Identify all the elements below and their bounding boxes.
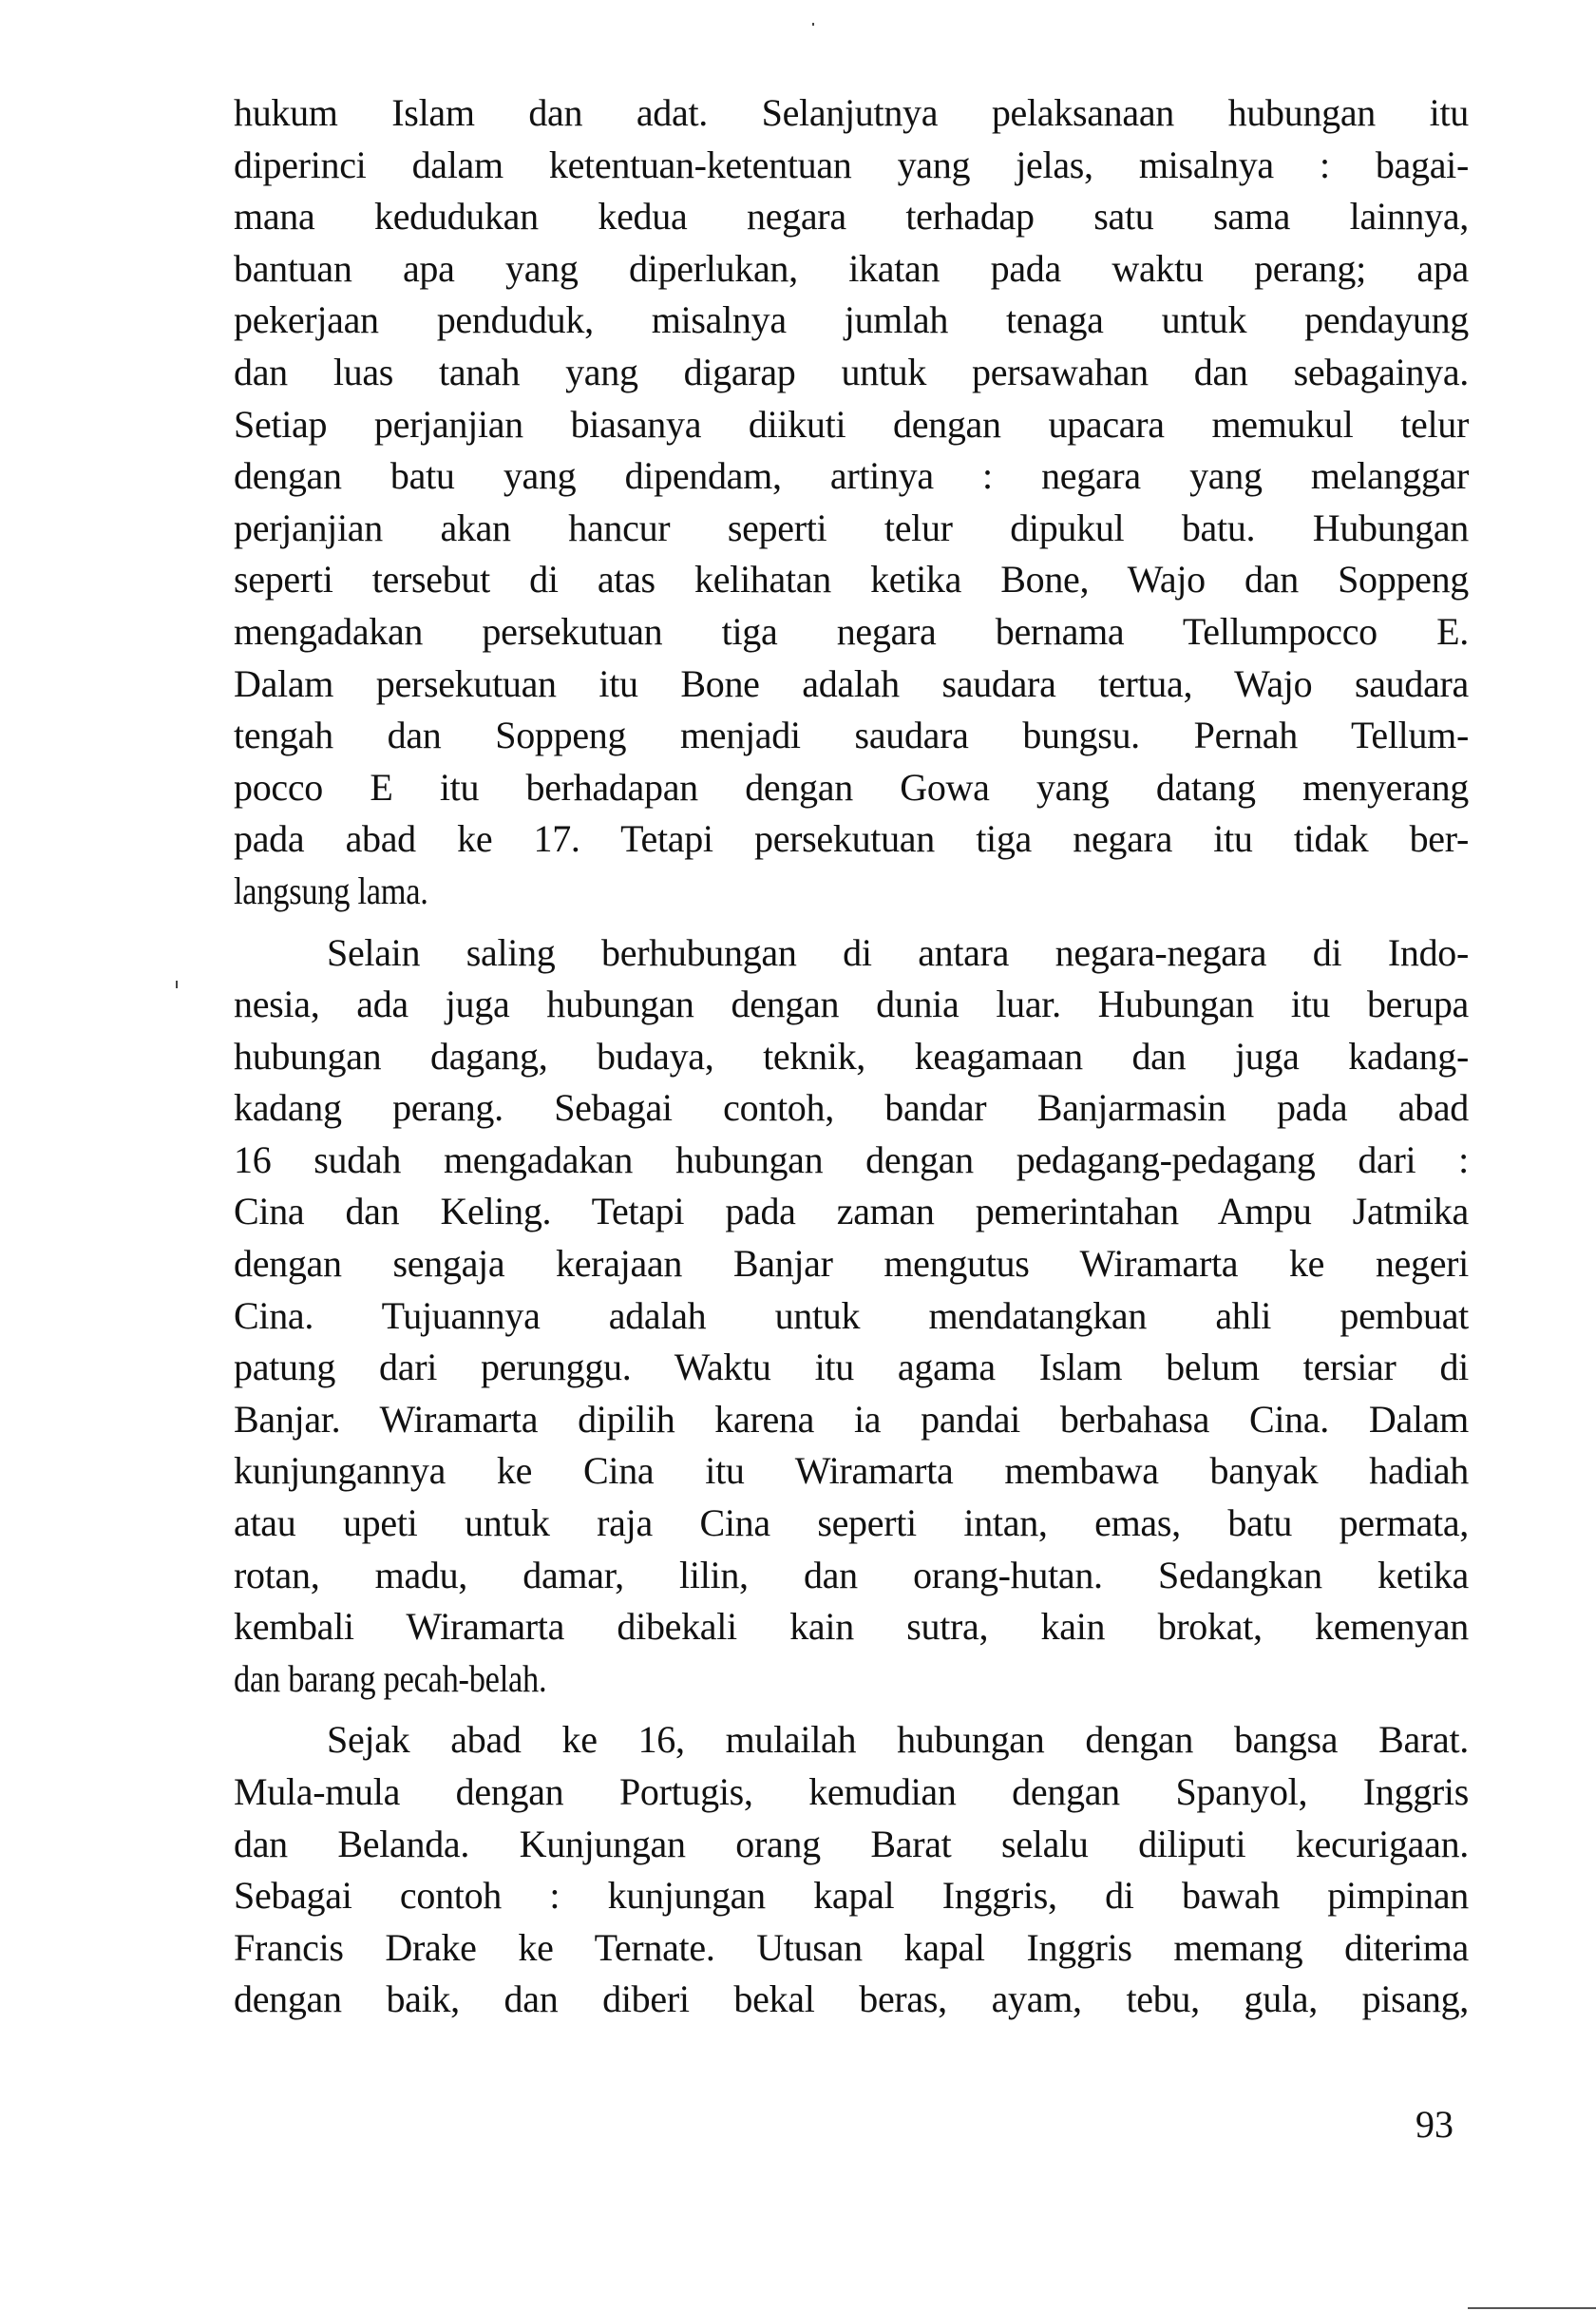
text-line: mengadakan persekutuan tiga negara bernama Tellumpocco E.: [234, 609, 1469, 653]
text-line: Banjar. Wiramarta dipilih karena ia pandai berbahasa Cina. Dalam: [234, 1397, 1469, 1441]
text-line: 16 sudah mengadakan hubungan dengan pedagang-pedagang dari :: [234, 1137, 1469, 1181]
text-line: dengan sengaja kerajaan Banjar mengutus Wiramarta ke negeri: [234, 1242, 1469, 1286]
text-line: patung dari perunggu. Waktu itu agama Islam belum tersiar di: [234, 1346, 1469, 1389]
scan-speck: [176, 981, 178, 988]
paragraph-1: [234, 87, 1469, 918]
paragraph-spacer: [234, 1705, 1469, 1714]
text-line: langsung lama.: [234, 869, 428, 912]
text-line: dan barang pecah-belah.: [234, 1656, 547, 1700]
text-line: hubungan dagang, budaya, teknik, keagamaan dan juga kadang-: [234, 1034, 1469, 1078]
text-line: Francis Drake ke Ternate. Utusan kapal Inggris memang diterima: [234, 1925, 1469, 1969]
text-line: Setiap perjanjian biasanya diikuti dengan upacara memukul telur: [234, 402, 1469, 446]
body-text: [234, 87, 1469, 2026]
text-line: pada abad ke 17. Tetapi persekutuan tiga negara itu tidak ber-: [234, 817, 1469, 861]
text-line: kadang perang. Sebagai contoh, bandar Banjarmasin pada abad: [234, 1086, 1469, 1130]
text-line: pocco E itu berhadapan dengan Gowa yang datang menyerang: [234, 765, 1469, 809]
text-line: pekerjaan penduduk, misalnya jumlah tenaga untuk pendayung: [234, 298, 1469, 342]
text-line: bantuan apa yang diperlukan, ikatan pada waktu perang; apa: [234, 246, 1469, 290]
page-number: 93: [1416, 2103, 1454, 2146]
text-line: kembali Wiramarta dibekali kain sutra, kain brokat, kemenyan: [234, 1605, 1469, 1649]
text-line: dengan batu yang dipendam, artinya : negara yang melanggar: [234, 454, 1469, 498]
scan-speck: [812, 23, 814, 26]
text-line: seperti tersebut di atas kelihatan ketika Bone, Wajo dan Soppeng: [234, 558, 1469, 602]
text-line: rotan, madu, damar, lilin, dan orang-hutan. Sedangkan ketika: [234, 1553, 1469, 1596]
text-line: tengah dan Soppeng menjadi saudara bungsu. Pernah Tellum-: [234, 714, 1469, 757]
text-line: diperinci dalam ketentuan-ketentuan yang jelas, misalnya : bagai-: [234, 143, 1469, 186]
text-line: Dalam persekutuan itu Bone adalah saudara tertua, Wajo saudara: [234, 661, 1469, 705]
text-line: Mula-mula dengan Portugis, kemudian dengan Spanyol, Inggris: [234, 1770, 1469, 1813]
text-line: hukum Islam dan adat. Selanjutnya pelaksanaan hubungan itu: [234, 91, 1469, 134]
text-line: atau upeti untuk raja Cina seperti intan, emas, batu permata,: [234, 1501, 1469, 1545]
text-line: dan luas tanah yang digarap untuk persawahan dan sebagainya.: [234, 350, 1469, 393]
text-line: mana kedudukan kedua negara terhadap satu sama lainnya,: [234, 195, 1469, 239]
text-line: kunjungannya ke Cina itu Wiramarta membawa banyak hadiah: [234, 1449, 1469, 1493]
text-line: dengan baik, dan diberi bekal beras, ayam, tebu, gula, pisang,: [234, 1977, 1469, 2021]
text-line: Selain saling berhubungan di antara negara-negara di Indo-: [327, 930, 1469, 974]
text-line: nesia, ada juga hubungan dengan dunia luar. Hubungan itu berupa: [234, 983, 1469, 1026]
text-line: Cina. Tujuannya adalah untuk mendatangkan ahli pembuat: [234, 1293, 1469, 1337]
text-line: perjanjian akan hancur seperti telur dipukul batu. Hubungan: [234, 506, 1469, 549]
text-line: Sebagai contoh : kunjungan kapal Inggris, di bawah pimpinan: [234, 1874, 1469, 1918]
paragraph-spacer: [234, 918, 1469, 927]
text-line: Cina dan Keling. Tetapi pada zaman pemerintahan Ampu Jatmika: [234, 1190, 1469, 1233]
paragraph-3: [234, 1714, 1469, 2026]
scan-edge-rule: [1468, 2307, 1596, 2309]
text-line: Sejak abad ke 16, mulailah hubungan dengan bangsa Barat.: [327, 1718, 1469, 1762]
paragraph-2: [234, 927, 1469, 1706]
text-line: dan Belanda. Kunjungan orang Barat selalu diliputi kecurigaan.: [234, 1822, 1469, 1865]
